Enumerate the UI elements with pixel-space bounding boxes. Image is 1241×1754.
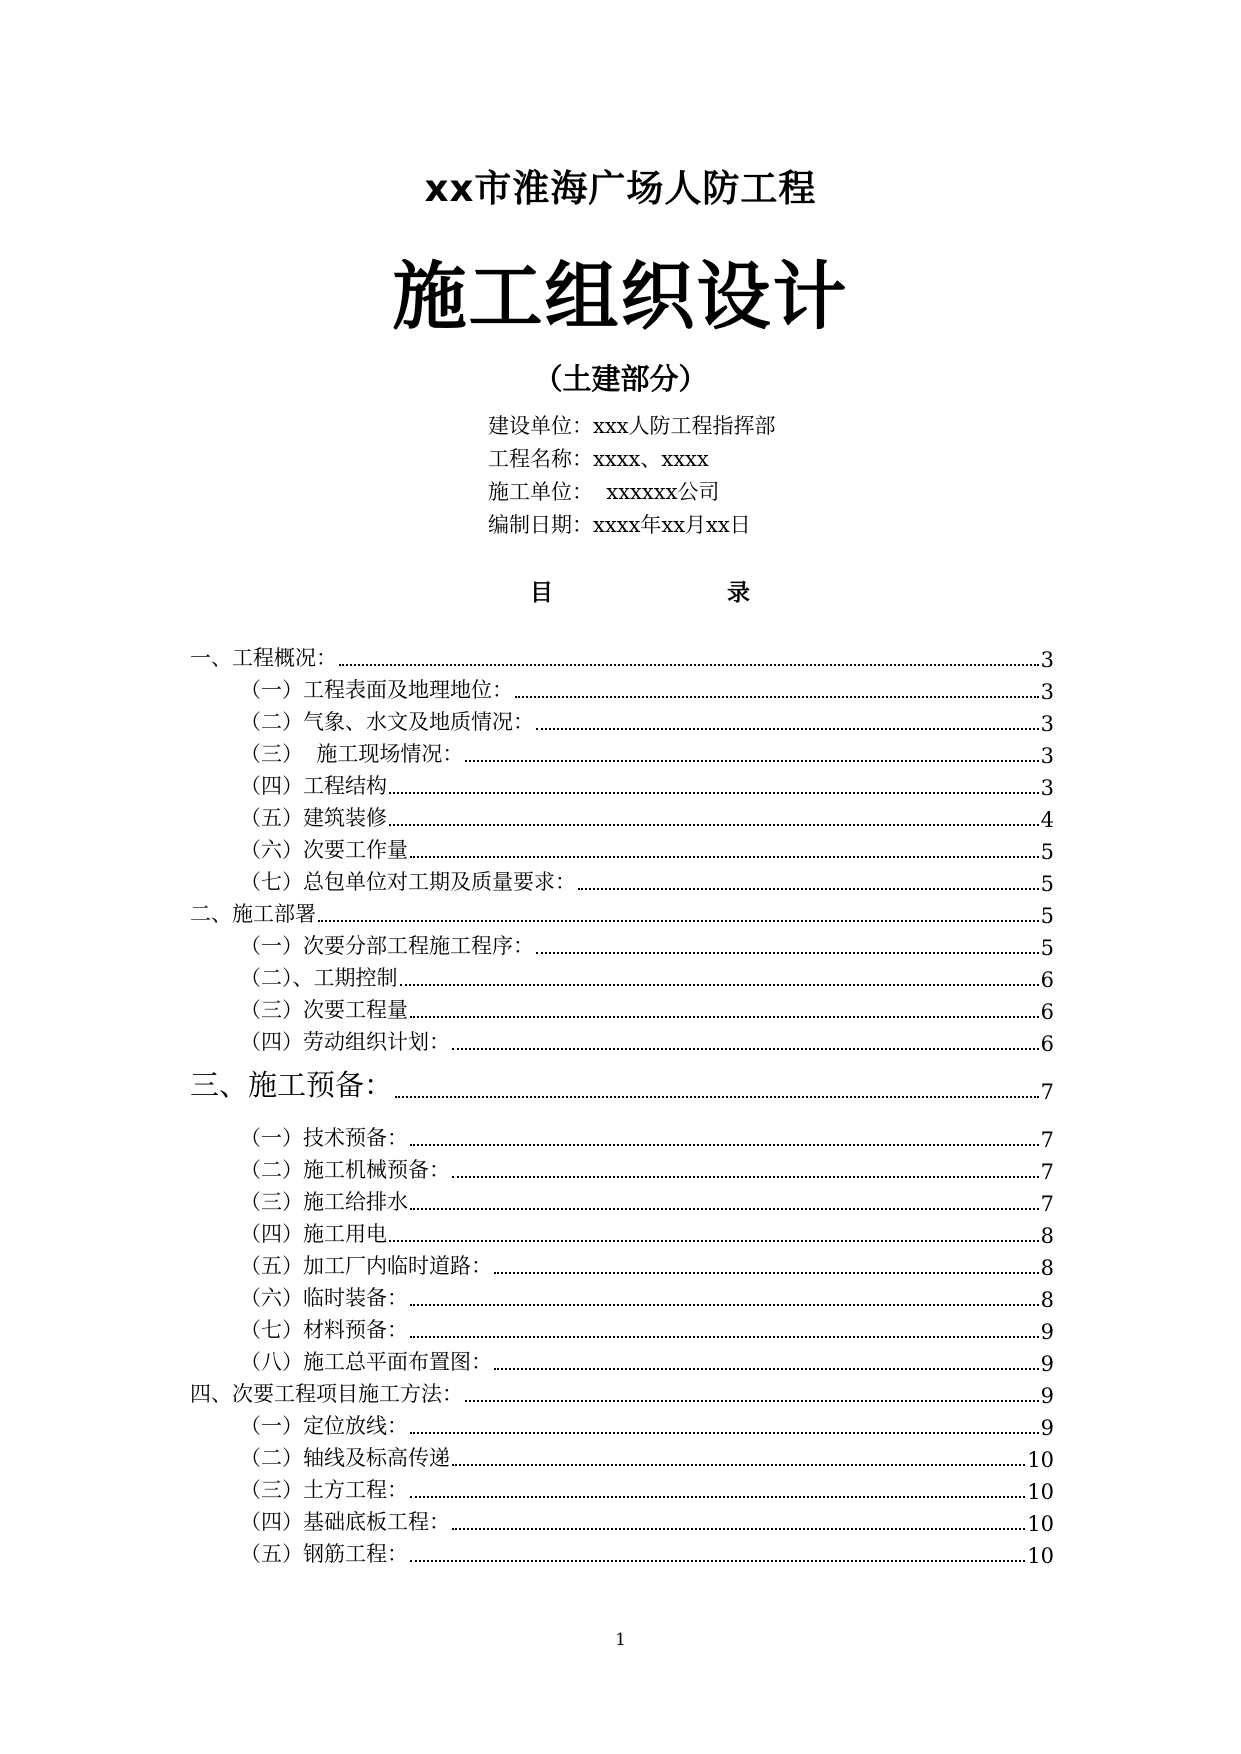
info-label: 施工单位： bbox=[488, 480, 593, 504]
toc-dot-leader bbox=[410, 1143, 1039, 1146]
toc-entry-title: 二、施工部署 bbox=[190, 902, 316, 926]
toc-entry-page: 3 bbox=[1040, 648, 1054, 672]
info-label: 建设单位： bbox=[488, 414, 593, 438]
toc-entry-title: （四）施工用电 bbox=[240, 1222, 387, 1246]
project-info bbox=[488, 410, 776, 542]
toc-dot-leader bbox=[465, 759, 1038, 762]
toc-entry-title: （八）施工总平面布置图： bbox=[240, 1350, 492, 1374]
toc-entry-page: 8 bbox=[1040, 1256, 1054, 1280]
toc-dot-leader bbox=[452, 1527, 1025, 1530]
toc-entry-page: 7 bbox=[1040, 1192, 1054, 1216]
project-title: xx市淮海广场人防工程 bbox=[424, 167, 817, 210]
toc-entry-page: 10 bbox=[1027, 1448, 1054, 1472]
toc-dot-leader bbox=[410, 1303, 1039, 1306]
toc-entry[interactable] bbox=[240, 1184, 1054, 1216]
toc-entry-title: （六）临时装备： bbox=[240, 1286, 408, 1310]
toc-entry[interactable] bbox=[240, 992, 1054, 1024]
toc-dot-leader bbox=[389, 823, 1039, 826]
toc-entry-page: 6 bbox=[1040, 1032, 1054, 1056]
toc-entry[interactable] bbox=[240, 1120, 1054, 1152]
info-row-client bbox=[488, 410, 776, 443]
document-subtitle: （土建部分） bbox=[533, 362, 708, 396]
toc-entry[interactable] bbox=[240, 1472, 1054, 1504]
toc-entry-page: 7 bbox=[1040, 1128, 1054, 1152]
toc-entry[interactable] bbox=[240, 1024, 1054, 1056]
toc-dot-leader bbox=[410, 1559, 1025, 1562]
toc-entry-page: 5 bbox=[1040, 872, 1054, 896]
toc-entry-page: 10 bbox=[1027, 1512, 1054, 1536]
toc-dot-leader bbox=[389, 791, 1039, 794]
toc-entry[interactable] bbox=[240, 1312, 1054, 1344]
toc-entry[interactable] bbox=[240, 800, 1054, 832]
toc-entry-page: 9 bbox=[1040, 1352, 1054, 1376]
toc-entry-page: 8 bbox=[1040, 1288, 1054, 1312]
toc-entry-page: 7 bbox=[1040, 1160, 1054, 1184]
toc-entry-page: 5 bbox=[1040, 904, 1054, 928]
toc-entry[interactable] bbox=[240, 960, 1054, 992]
info-value: xxxx年xx月xx日 bbox=[593, 513, 751, 537]
toc-entry-title: （二）、工期控制 bbox=[240, 966, 398, 990]
toc-entry[interactable] bbox=[240, 768, 1054, 800]
info-row-contractor bbox=[488, 476, 776, 509]
toc-entry[interactable] bbox=[240, 1344, 1054, 1376]
toc-dot-leader bbox=[410, 1495, 1025, 1498]
info-value: xxxx、xxxx bbox=[593, 447, 709, 471]
toc-entry[interactable] bbox=[190, 1064, 1054, 1104]
toc-entry-title: 四、次要工程项目施工方法： bbox=[190, 1382, 463, 1406]
toc-dot-leader bbox=[400, 983, 1039, 986]
info-row-date bbox=[488, 509, 776, 542]
toc-entry-title: （七）总包单位对工期及质量要求： bbox=[240, 870, 576, 894]
toc-entry-page: 3 bbox=[1040, 712, 1054, 736]
toc-dot-leader bbox=[318, 919, 1039, 922]
toc-dot-leader bbox=[452, 1047, 1039, 1050]
toc-dot-leader bbox=[389, 1239, 1039, 1242]
toc-dot-leader bbox=[494, 1271, 1039, 1274]
toc-entry[interactable] bbox=[240, 1440, 1054, 1472]
info-label: 编制日期： bbox=[488, 513, 593, 537]
toc-entry-page: 5 bbox=[1040, 840, 1054, 864]
toc-heading bbox=[530, 574, 750, 607]
toc-entry-title: （四）工程结构 bbox=[240, 774, 387, 798]
toc-entry[interactable] bbox=[240, 1280, 1054, 1312]
toc-dot-leader bbox=[410, 1015, 1039, 1018]
toc-entry-title: （四）劳动组织计划： bbox=[240, 1030, 450, 1054]
toc-entry-title: （一）技术预备： bbox=[240, 1126, 408, 1150]
toc-entry[interactable] bbox=[240, 672, 1054, 704]
toc-dot-leader bbox=[494, 1367, 1039, 1370]
toc-dot-leader bbox=[395, 1095, 1039, 1098]
toc-entry-page: 3 bbox=[1040, 680, 1054, 704]
toc-entry[interactable] bbox=[240, 1536, 1054, 1568]
toc-entry-page: 3 bbox=[1040, 776, 1054, 800]
page-number: 1 bbox=[615, 1630, 626, 1650]
toc-heading-left: 目 bbox=[530, 580, 553, 606]
toc-entry-title: （二）施工机械预备： bbox=[240, 1158, 450, 1182]
toc-dot-leader bbox=[410, 1207, 1039, 1210]
toc-entry-title: （三）次要工程量 bbox=[240, 998, 408, 1022]
toc-entry[interactable] bbox=[190, 640, 1054, 672]
toc-entry-title: （一）工程表面及地理地位： bbox=[240, 678, 513, 702]
info-value: xxx人防工程指挥部 bbox=[593, 414, 776, 438]
toc-entry[interactable] bbox=[240, 928, 1054, 960]
toc-entry[interactable] bbox=[240, 704, 1054, 736]
toc-entry-page: 8 bbox=[1040, 1224, 1054, 1248]
toc-entry-page: 9 bbox=[1040, 1416, 1054, 1440]
toc-dot-leader bbox=[515, 695, 1039, 698]
toc-entry-title: （四）基础底板工程： bbox=[240, 1510, 450, 1534]
toc-entry-title: （三）施工给排水 bbox=[240, 1190, 408, 1214]
toc-dot-leader bbox=[465, 1399, 1039, 1402]
toc-entry[interactable] bbox=[240, 832, 1054, 864]
toc-dot-leader bbox=[410, 1335, 1039, 1338]
toc-entry[interactable] bbox=[240, 1152, 1054, 1184]
toc-dot-leader bbox=[536, 951, 1039, 954]
toc-entry[interactable] bbox=[240, 1408, 1054, 1440]
toc-entry-title: （五）加工厂内临时道路： bbox=[240, 1254, 492, 1278]
toc-entry-page: 5 bbox=[1040, 936, 1054, 960]
toc-entry-title: （三） 施工现场情况： bbox=[240, 742, 464, 766]
toc-entry-page: 9 bbox=[1040, 1384, 1054, 1408]
toc-entry-page: 6 bbox=[1040, 1000, 1054, 1024]
info-value: xxxxxx公司 bbox=[593, 480, 720, 504]
toc-entry[interactable] bbox=[240, 1248, 1054, 1280]
document-title: 施工组织设计 bbox=[392, 254, 849, 340]
toc-entry-title: （一）定位放线： bbox=[240, 1414, 408, 1438]
toc-entry-page: 6 bbox=[1040, 968, 1054, 992]
toc-entry-title: 三、施工预备： bbox=[190, 1068, 394, 1102]
info-row-project-name bbox=[488, 443, 776, 476]
toc-heading-right: 录 bbox=[727, 580, 750, 606]
toc-dot-leader bbox=[410, 855, 1039, 858]
toc-entry-page: 4 bbox=[1040, 808, 1054, 832]
toc-entry[interactable] bbox=[190, 896, 1054, 928]
toc-entry-page: 10 bbox=[1027, 1480, 1054, 1504]
toc-entry-title: （三）土方工程： bbox=[240, 1478, 408, 1502]
toc-dot-leader bbox=[452, 1175, 1039, 1178]
toc-entry-title: （一）次要分部工程施工程序： bbox=[240, 934, 534, 958]
toc-entry-title: （五）建筑装修 bbox=[240, 806, 387, 830]
toc-entry-page: 3 bbox=[1040, 744, 1054, 768]
toc-entry[interactable] bbox=[240, 736, 1054, 768]
toc-entry-title: （五）钢筋工程： bbox=[240, 1542, 408, 1566]
toc-entry-title: （七）材料预备： bbox=[240, 1318, 408, 1342]
toc-entry-title: 一、工程概况： bbox=[190, 646, 337, 670]
toc-entry[interactable] bbox=[240, 864, 1054, 896]
toc-entry-title: （二）轴线及标高传递 bbox=[240, 1446, 450, 1470]
toc-dot-leader bbox=[339, 663, 1039, 666]
toc-dot-leader bbox=[410, 1431, 1039, 1434]
toc-entry-page: 7 bbox=[1040, 1080, 1054, 1104]
toc-entry-title: （二）气象、水文及地质情况： bbox=[240, 710, 534, 734]
toc-entry-title: （六）次要工作量 bbox=[240, 838, 408, 862]
info-label: 工程名称： bbox=[488, 447, 593, 471]
toc-dot-leader bbox=[578, 887, 1039, 890]
toc-entry[interactable] bbox=[240, 1504, 1054, 1536]
toc-entry-page: 10 bbox=[1027, 1544, 1054, 1568]
toc-entry-page: 9 bbox=[1040, 1320, 1054, 1344]
toc-dot-leader bbox=[452, 1463, 1025, 1466]
toc-entry[interactable] bbox=[190, 1376, 1054, 1408]
toc-entry[interactable] bbox=[240, 1216, 1054, 1248]
toc-dot-leader bbox=[536, 727, 1039, 730]
